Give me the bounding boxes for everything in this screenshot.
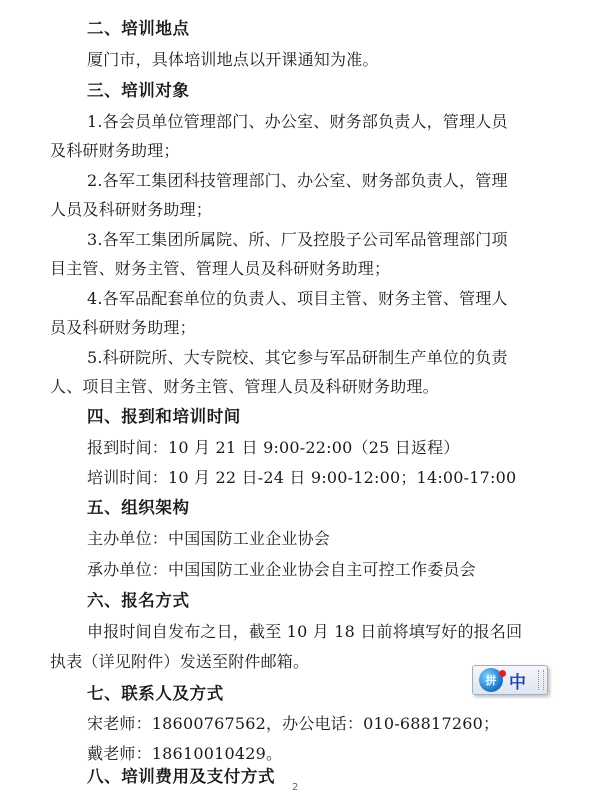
signup-text-line-1: 申报时间自发布之日，截至 10 月 18 日前将填写好的报名回 [87,622,523,641]
host-unit: 主办单位：中国国防工业企业协会 [87,529,331,548]
audience-item-1-line-2: 及科研财务助理； [50,141,180,160]
checkin-time: 报到时间：10 月 21 日 9:00-22:00（25 日返程） [87,438,460,457]
organizer-unit: 承办单位：中国国防工业企业协会自主可控工作委员会 [87,560,476,579]
ime-drag-handle-icon[interactable] [538,670,544,690]
location-text: 厦门市，具体培训地点以开课通知为准。 [87,50,379,69]
audience-item-3-line-1: 3.各军工集团所属院、所、厂及控股子公司军品管理部门项 [87,230,508,249]
section-heading-fee: 八、培训费用及支付方式 [87,767,276,786]
section-heading-signup: 六、报名方式 [87,591,190,610]
training-time: 培训时间：10 月 22 日-24 日 9:00-12:00；14:00-17:00 [87,468,517,487]
section-heading-location: 二、培训地点 [87,19,190,38]
audience-item-4-line-2: 员及科研财务助理； [50,318,196,337]
audience-item-3-line-2: 目主管、财务主管、管理人员及科研财务助理； [50,259,391,278]
audience-item-4-line-1: 4.各军品配套单位的负责人、项目主管、财务主管、管理人 [87,289,508,308]
contact-dai: 戴老师：18610010429。 [87,744,283,763]
audience-item-1-line-1: 1.各会员单位管理部门、办公室、财务部负责人，管理人员 [87,112,508,131]
section-heading-contact: 七、联系人及方式 [87,684,224,703]
ime-logo-icon[interactable] [479,668,503,692]
section-heading-time: 四、报到和培训时间 [87,407,241,426]
section-heading-audience: 三、培训对象 [87,81,190,100]
ime-mode-toggle[interactable]: 中 [509,672,526,693]
page-number: 2 [292,782,299,793]
signup-text-line-2: 执表（详见附件）发送至附件邮箱。 [50,652,310,671]
section-heading-organization: 五、组织架构 [87,498,190,517]
audience-item-5-line-1: 5.科研院所、大专院校、其它参与军品研制生产单位的负责 [87,348,508,367]
audience-item-2-line-2: 人员及科研财务助理； [50,200,213,219]
ime-toolbar[interactable] [472,665,548,695]
audience-item-2-line-1: 2.各军工集团科技管理部门、办公室、财务部负责人，管理 [87,171,508,190]
audience-item-5-line-2: 人、项目主管、财务主管、管理人员及科研财务助理。 [50,377,439,396]
contact-song: 宋老师：18600767562，办公电话：010-68817260； [87,714,500,733]
ime-logo-text: 拼 [485,674,497,687]
